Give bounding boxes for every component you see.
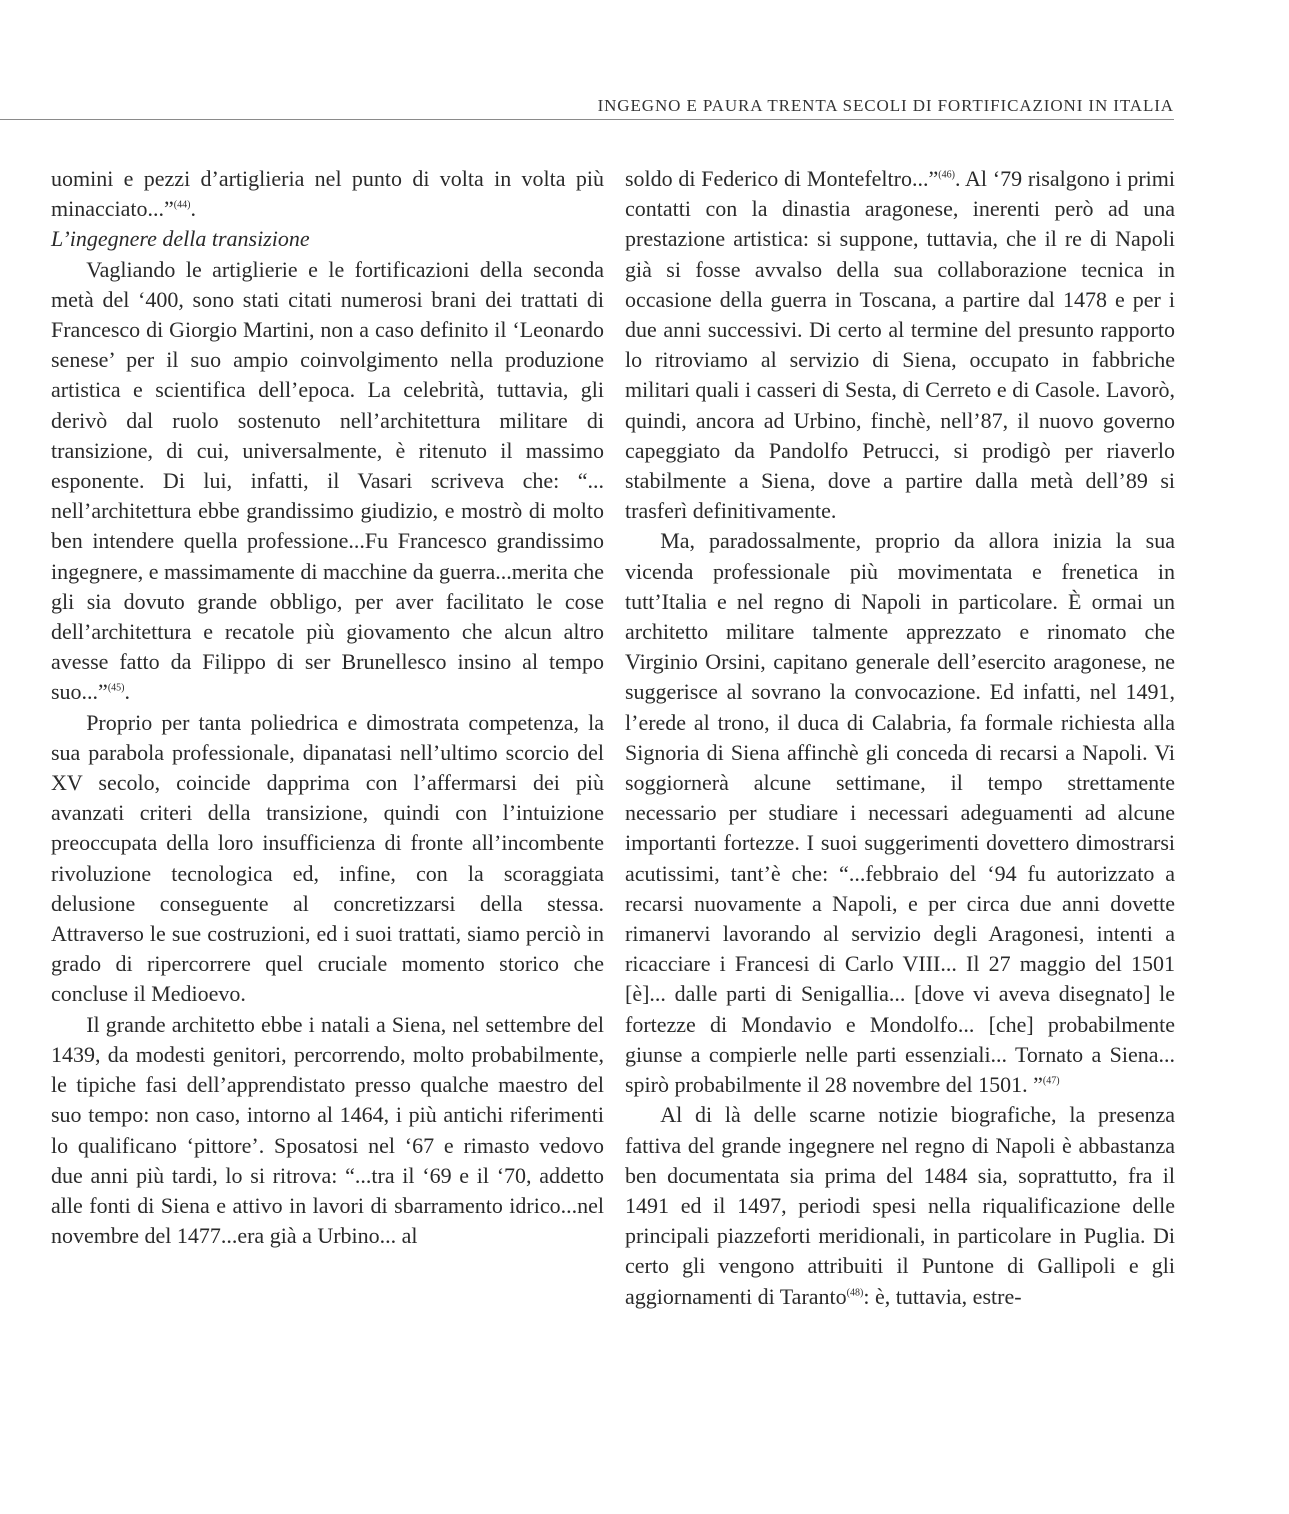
footnote-ref: (46): [938, 169, 955, 181]
left-column: [51, 164, 604, 1251]
section-title: L’ingegnere della transizione: [51, 226, 310, 252]
footnote-ref: (47): [1042, 1075, 1060, 1087]
footnote-ref: (48): [846, 1287, 864, 1299]
paragraph: soldo di Federico di Montefeltro...”$^{(46)}$. Al ‘79 risalgono i primi contatti con la dinastia aragonese, inerenti però ad una prestazione artistica: si suppone, tuttavia, che il re di Napoli già si fosse avvalso della sua collaborazione tecnica in occasione della guerra in Toscana, a partire dal 1478 e per i due anni successivi. Di certo al termine del presunto rapporto lo ritroviamo al servizio di Siena, occupato in fabbriche militari quali i casseri di Sesta, di Cerreto e di Casole. Lavorò, quindi, ancora ad Urbino, finchè, nell’87, il nuovo governo capeggiato da Pandolfo Petrucci, si prodigò per riaverlo stabilmente a Siena, dove a partire dalla metà dell’89 si trasferì definitivamente.: [625, 166, 1176, 524]
header-rule: [0, 119, 1174, 120]
paragraph: Al di là delle scarne notizie biografiche, la presenza fattiva del grande ingegnere nel regno di Napoli è abbastanza ben documentata sia prima del 1484 sia, soprattutto, fra il 1491 ed il 1497, periodi spesi nella riqualificazione delle principali piazzeforti meridionali, in particolare in Puglia. Di certo gli vengono attribuiti il Puntone di Gallipoli e gli aggiornamenti di Taranto$^{(48)}$: è, tuttavia, estre-: [625, 1102, 1175, 1309]
intro-paragraph: uomini e pezzi d’artiglieria nel punto di volta in volta più minacciato...”$^{(44)}$.: [51, 166, 604, 222]
footnote-ref: (45): [107, 683, 125, 695]
running-header: INGEGNO E PAURA TRENTA SECOLI DI FORTIFICAZIONI IN ITALIA: [597, 96, 1174, 115]
right-column: [625, 164, 1175, 1312]
footnote-ref: (44): [173, 199, 191, 211]
paragraph: Il grande architetto ebbe i natali a Siena, nel settembre del 1439, da modesti genitori, percorrendo, molto probabilmente, le tipiche fasi dell’apprendistato presso qualche maestro del suo tempo: non caso, intorno al 1464, i più antichi riferimenti lo qualificano ‘pittore’. Sposatosi nel ‘67 e rimasto vedovo due anni più tardi, lo si ritrova: “...tra il ‘69 e il ‘70, addetto alle fonti di Siena e attivo in lavori di sbarramento idrico...nel novembre del 1477...era già a Urbino... al: [51, 1011, 604, 1249]
paragraph: Vagliando le artiglierie e le fortificazioni della seconda metà del ‘400, sono stati citati numerosi brani dei trattati di Francesco di Giorgio Martini, non a caso definito il ‘Leonardo senese’ per il suo ampio coinvolgimento nella produzione artistica e scientifica dell’epoca. La celebrità, tuttavia, gli derivò dal ruolo sostenuto nell’architettura militare di transizione, di cui, universalmente, è ritenuto il massimo esponente. Di lui, infatti, il Vasari scriveva che: “... nell’architettura ebbe grandissimo giudizio, e mostrò di molto ben intendere quella professione...Fu Francesco grandissimo ingegnere, e massimamente di macchine da guerra...merita che gli sia dovuto grande obbligo, per aver facilitato le cose dell’architettura e recatole più giovamento che alcun altro avesse fatto da Filippo di ser Brunellesco insino al tempo suo...”$^{(45)}$.: [51, 256, 604, 705]
paragraph: Ma, paradossalmente, proprio da allora inizia la sua vicenda professionale più movimentata e frenetica in tutt’Italia e nel regno di Napoli in particolare. È ormai un architetto militare talmente apprezzato e rinomato che Virginio Orsini, capitano generale dell’esercito aragonese, ne suggerisce al sovrano la convocazione. Ed infatti, nel 1491, l’erede al trono, il duca di Calabria, fa formale richiesta alla Signoria di Siena affinchè gli conceda di recarsi a Napoli. Vi soggiornerà alcune settimane, il tempo strettamente necessario per studiare i necessari adeguamenti ad alcune importanti fortezze. I suoi suggerimenti dovettero dimostrarsi acutissimi, tant’è che: “...febbraio del ‘94 fu autorizzato a recarsi nuovamente a Napoli, e per circa due anni dovette rimanervi lavorando al servizio degli Aragonesi, intenti a ricacciare i Francesi di Carlo VIII... Il 27 maggio del 1501 [è]... dalle parti di Senigallia... [dove vi aveva disegnato] le fortezze di Mondavio e Mondolfo... [che] probabilmente giunse a compierle nelle parti essenziali... Tornato a Siena... spirò probabilmente il 28 novembre del 1501. ”$^{(47)}$: [625, 528, 1175, 1098]
paragraph: Proprio per tanta poliedrica e dimostrata competenza, la sua parabola professionale, dipanatasi nell’ultimo scorcio del XV secolo, coincide dapprima con l’affermarsi dei più avanzati criteri della transizione, quindi con l’intuizione preoccupata della loro insufficienza di fronte all’incombente rivoluzione tecnologica ed, infine, con la scoraggiata delusione conseguente al concretizzarsi della stessa. Attraverso le sue costruzioni, ed i suoi trattati, siamo perciò in grado di ripercorrere quel cruciale momento storico che concluse il Medioevo.: [51, 709, 604, 1007]
